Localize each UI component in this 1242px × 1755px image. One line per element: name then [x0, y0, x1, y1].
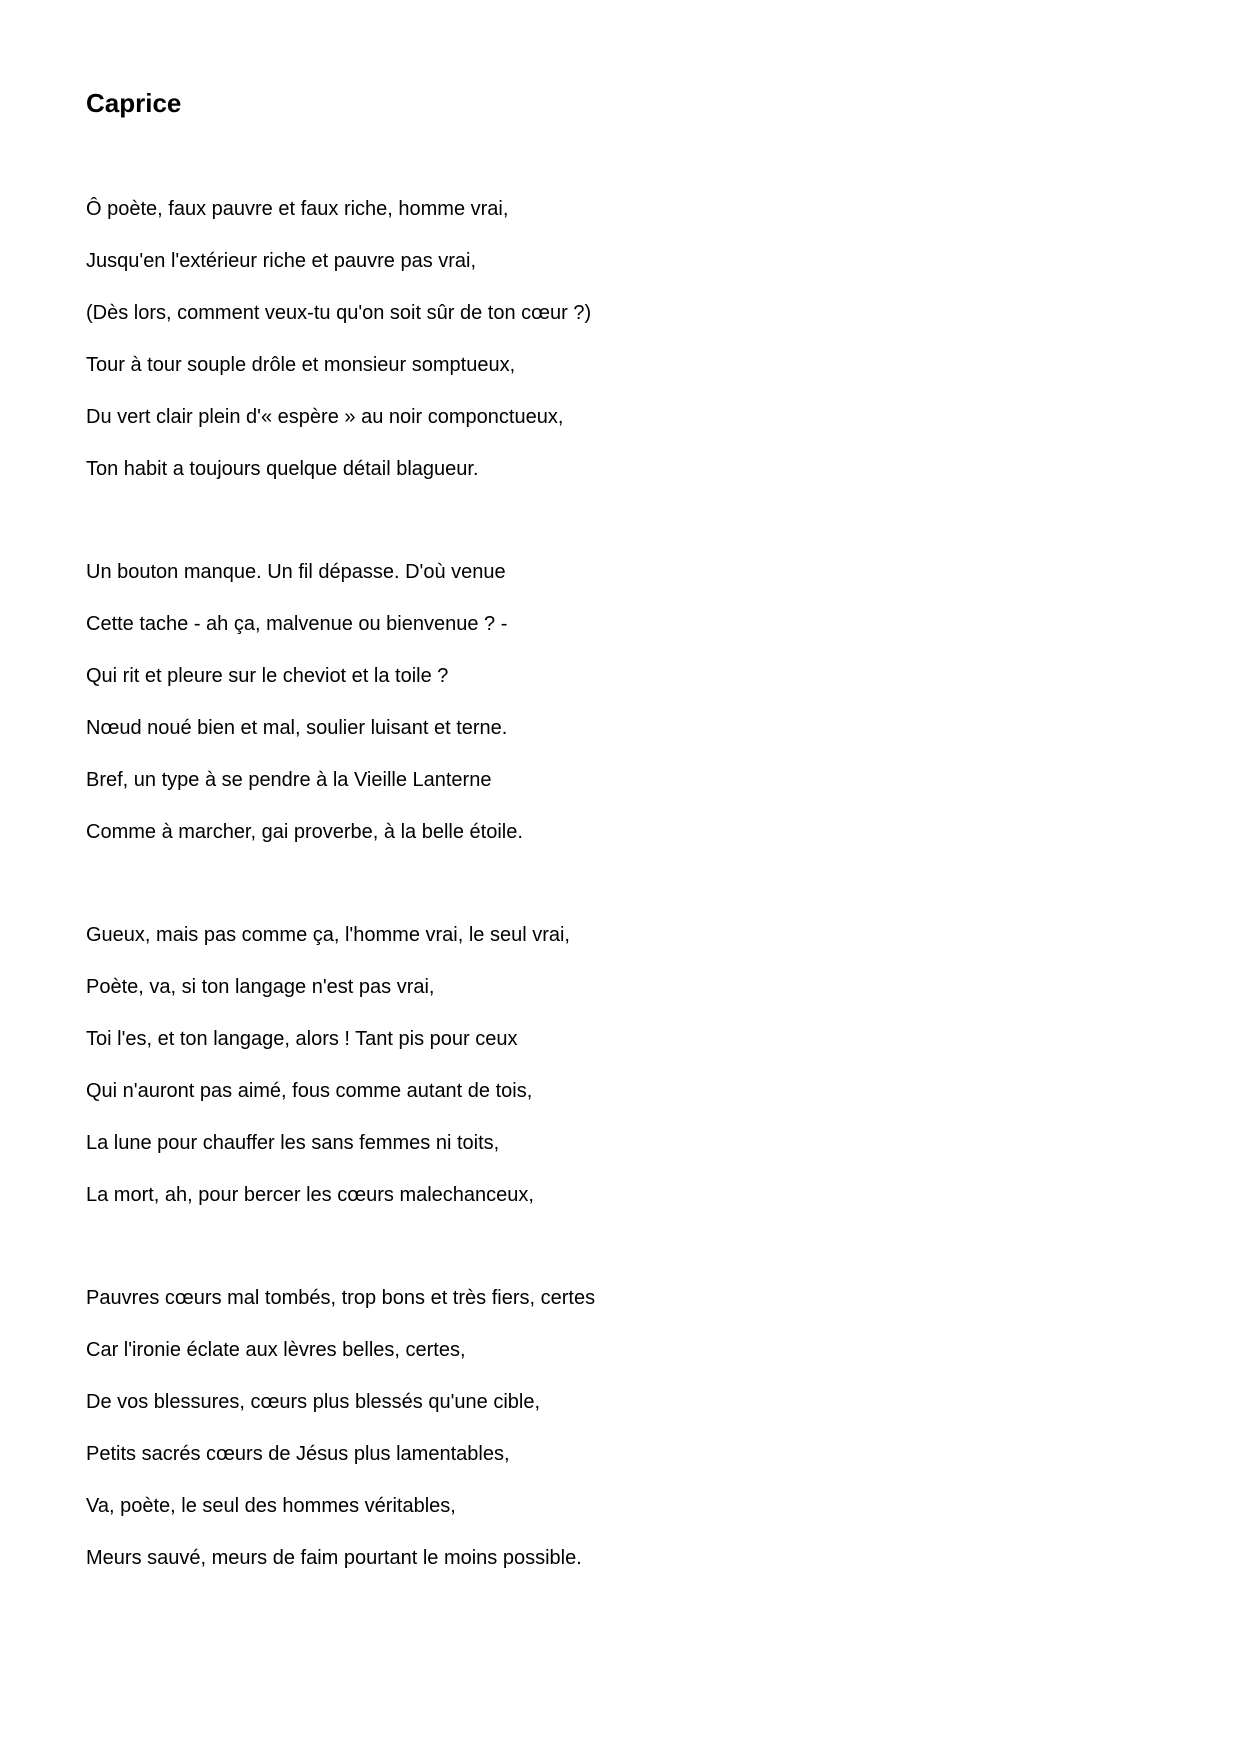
poem-line: Pauvres cœurs mal tombés, trop bons et très fiers, certes	[86, 1287, 596, 1309]
poem-line: (Dès lors, comment veux-tu qu'on soit sûr de ton cœur ?)	[86, 302, 592, 324]
poem-line: Gueux, mais pas comme ça, l'homme vrai, le seul vrai,	[86, 924, 570, 946]
poem-line: Qui n'auront pas aimé, fous comme autant de tois,	[86, 1080, 533, 1102]
poem-line: Jusqu'en l'extérieur riche et pauvre pas vrai,	[86, 250, 477, 272]
poem-line: Va, poète, le seul des hommes véritables,	[86, 1495, 456, 1517]
poem-line: Du vert clair plein d'« espère » au noir componctueux,	[86, 406, 564, 428]
poem-line: Ô poète, faux pauvre et faux riche, homme vrai,	[86, 198, 509, 220]
stanza-3	[86, 920, 1186, 1232]
poem-line: Cette tache - ah ça, malvenue ou bienvenue ? -	[86, 613, 508, 635]
stanza-2	[86, 557, 1186, 869]
poem-title: Caprice	[86, 88, 182, 118]
poem-line: Nœud noué bien et mal, soulier luisant et terne.	[86, 717, 508, 739]
poem-line: Tour à tour souple drôle et monsieur somptueux,	[86, 354, 516, 376]
poem-line: Un bouton manque. Un fil dépasse. D'où venue	[86, 561, 506, 583]
poem-line: De vos blessures, cœurs plus blessés qu'une cible,	[86, 1391, 541, 1413]
stanza-4	[86, 1283, 1186, 1595]
poem-line: Ton habit a toujours quelque détail blagueur.	[86, 458, 479, 480]
poem-line: Meurs sauvé, meurs de faim pourtant le moins possible.	[86, 1547, 582, 1569]
poem-line: La mort, ah, pour bercer les cœurs malechanceux,	[86, 1184, 534, 1206]
poem-line: La lune pour chauffer les sans femmes ni toits,	[86, 1132, 500, 1154]
poem-line: Comme à marcher, gai proverbe, à la belle étoile.	[86, 821, 523, 843]
poem-line: Car l'ironie éclate aux lèvres belles, certes,	[86, 1339, 466, 1361]
stanza-1	[86, 194, 1186, 506]
poem-line: Toi l'es, et ton langage, alors ! Tant pis pour ceux	[86, 1028, 518, 1050]
poem-line: Petits sacrés cœurs de Jésus plus lamentables,	[86, 1443, 510, 1465]
poem-line: Bref, un type à se pendre à la Vieille Lanterne	[86, 769, 492, 791]
poem-line: Qui rit et pleure sur le cheviot et la toile ?	[86, 665, 449, 687]
poem-line: Poète, va, si ton langage n'est pas vrai,	[86, 976, 435, 998]
